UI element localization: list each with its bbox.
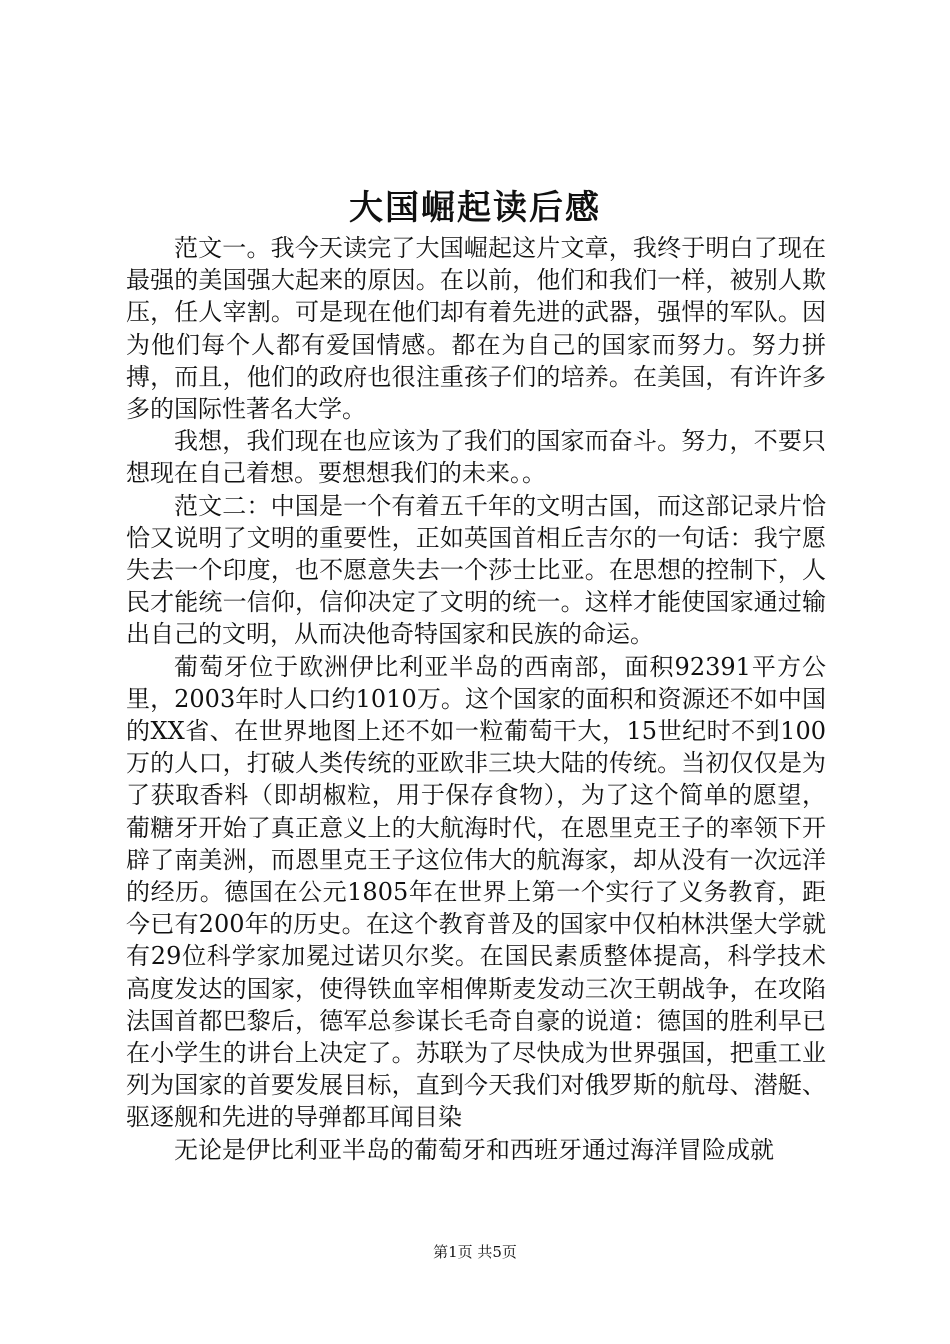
paragraph-4: 葡萄牙位于欧洲伊比利亚半岛的西南部，面积92391平方公里，2003年时人口约1010万。这个国家的面积和资源还不如中国的XX省、在世界地图上还不如一粒葡萄干大，15世纪时不到100万的人口，打破人类传统的亚欧非三块大陆的传统。当初仅仅是为了获取香料（即胡椒粒，用于保存食物），为了这个简单的愿望，葡糖牙开始了真正意义上的大航海时代，在恩里克王子的率领下开辟了南美洲，而恩里克王子这位伟大的航海家，却从没有一次远洋的经历。德国在公元1805年在世界上第一个实行了义务教育，距今已有200年的历史。在这个教育普及的国家中仅柏林洪堡大学就有29位科学家加冕过诺贝尔奖。在国民素质整体提高，科学技术高度发达的国家，使得铁血宰相俾斯麦发动三次王朝战争，在攻陷法国首都巴黎后，德军总参谋长毛奇自豪的说道：德国的胜利早已在小学生的讲台上决定了。苏联为了尽快成为世界强国，把重工业列为国家的首要发展目标，直到今天我们对俄罗斯的航母、潜艇、驱逐舰和先进的导弹都耳闻目染 [126,652,826,1132]
paragraph-3: 范文二：中国是一个有着五千年的文明古国，而这部记录片恰恰又说明了文明的重要性，正如英国首相丘吉尔的一句话：我宁愿失去一个印度，也不愿意失去一个莎士比亚。在思想的控制下，人民才能统一信仰，信仰决定了文明的统一。这样才能使国家通过输出自己的文明，从而决他奇特国家和民族的命运。 [126,491,826,649]
document-title: 大国崛起读后感 [349,188,601,228]
document-body [126,232,826,1166]
page-number-footer: 第1页 共5页 [433,1243,517,1261]
paragraph-2: 我想，我们现在也应该为了我们的国家而奋斗。努力，不要只想现在自己着想。要想想我们的未来。。 [126,427,826,488]
paragraph-5: 无论是伊比利亚半岛的葡萄牙和西班牙通过海洋冒险成就 [174,1135,774,1164]
paragraph-1: 范文一。我今天读完了大国崛起这片文章，我终于明白了现在最强的美国强大起来的原因。在以前，他们和我们一样，被别人欺压，任人宰割。可是现在他们却有着先进的武器，强悍的军队。因为他们每个人都有爱国情感。都在为自己的国家而努力。努力拼搏，而且，他们的政府也很注重孩子们的培养。在美国，有许许多多的国际性著名大学。 [126,234,826,424]
